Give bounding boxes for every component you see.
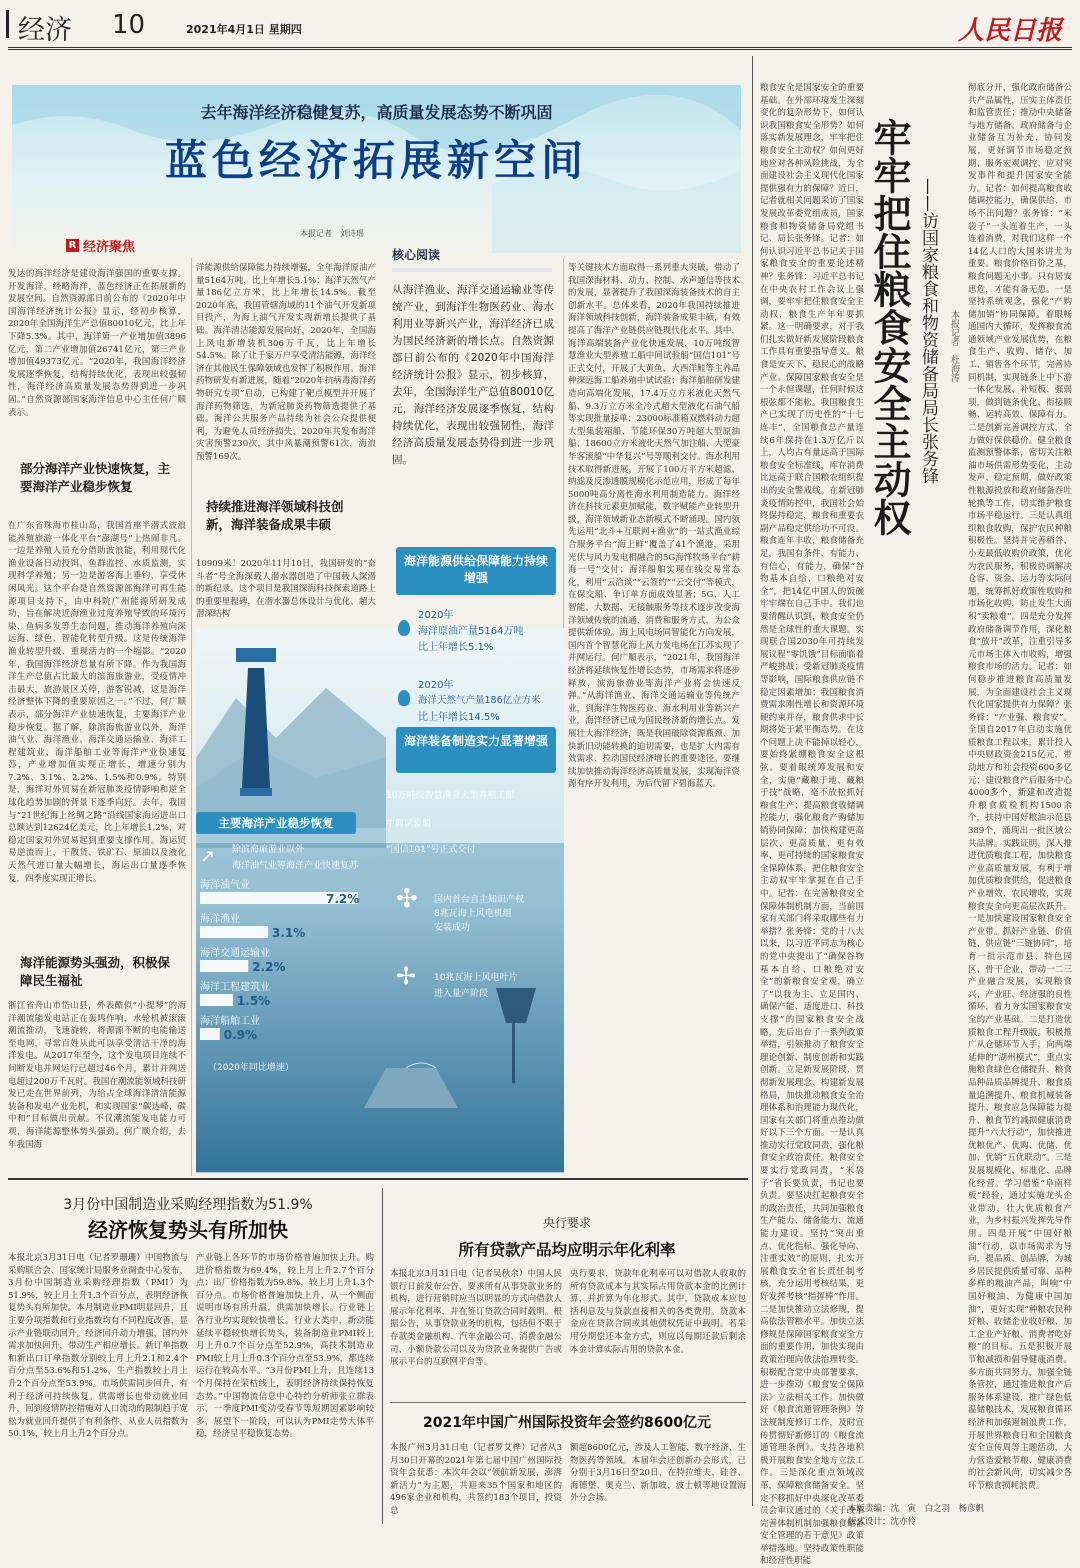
- recovery-title: 主要海洋产业稳步恢复: [218, 816, 334, 830]
- gz-text-2: 额超8600亿元，涉及人工智能、数字经济、生物医药等领域。本届年会还创新办会形式，已分别于3月16日至20日，在特拉维夫、硅谷、海德堡、奥克兰、新加坡、波士顿等地设置海外分会场。: [570, 1443, 746, 1504]
- blade-info: [380, 960, 560, 1010]
- bar-category-label: 海洋油气业: [200, 880, 250, 891]
- pmi-text-1: 本报北京3月31日电（记者罗珊珊）中国物流与采购联合会、国家统计局服务业调查中心发布，3月份中国制造业采购经理指数（PMI）为51.9%，较上月上升1.3个百分点，表明经济恢复势头有所加快。本月制造业PMI明显回升，且主要分项指数和行业指数均有不同程度改善，显示产业链联动回升。经济回升动力增强，国内外需求加快回升，带动生产相应增长。新订单指数和新出口订单指数分别较上月上升2.1和2.4个百分点至53.6%和51.2%，生产指数较上月上升2个百分点至53.9%。市场供需同步回升，有利于经济可持续恢复。供需增长也带动就业回升，回到疫情防控措施对人口流动的限制趋于宽松为就业回升提供了有利条件，从业人员指数为50.1%，较上月上升2个百分点。: [8, 1253, 188, 1440]
- column-rule-3: [563, 258, 564, 688]
- designer-credit: 版式设计：沈亦伶: [848, 1517, 917, 1527]
- pmi-kicker: 3月份中国制造业采购经理指数为51.9%: [63, 1197, 313, 1213]
- feature-byline: 本报记者 刘诗瑶: [300, 229, 364, 238]
- interview-byline-text: 本报记者 杜海涛: [949, 310, 959, 382]
- bar: [200, 960, 248, 972]
- bar-category-label: 海洋工程建筑业: [200, 982, 270, 993]
- oil-year: 2020年: [418, 610, 454, 621]
- bar: [200, 994, 233, 1006]
- column-tag-icon: R: [66, 239, 79, 252]
- gas-line-2: 比上年增长14.5%: [418, 712, 500, 723]
- wind-turbine-icon: ✣: [396, 884, 418, 914]
- column-rule-1: [191, 258, 192, 1176]
- masthead-rule-2: [8, 49, 1072, 50]
- blade-line-2: 进入量产阶段: [434, 989, 489, 999]
- bar-category-label: 海洋船舶工业: [200, 1016, 260, 1027]
- interview-headline-text: 牢牢把住粮食安全主动权: [867, 118, 911, 536]
- feature-headline: 蓝色经济拓展新空间: [164, 136, 588, 185]
- recovery-note-1: 除滨海旅游业以外: [232, 845, 305, 855]
- column-tag-label: 经济聚焦: [83, 240, 136, 255]
- bar-value-label: 3.1%: [272, 926, 306, 940]
- oil-drop-icon: [398, 620, 410, 636]
- gz-headline: 2021年中国广州国际投资年会签约8600亿元: [423, 1415, 711, 1431]
- gas-year: 2020年: [418, 680, 454, 691]
- energy-title-box: [396, 547, 556, 595]
- core-reading-title: 核心阅读: [392, 248, 441, 262]
- feature-body-4: 10909米！2020年11月10日，我国研发的“奋斗者”号全海深载人潜水器创造了中国载人深潜的新纪录。这个项目是我国深海科技探索道路上的重要里程碑，在潜水器总体设计与优化、超大潜深结构: [196, 559, 376, 620]
- wind-info: [380, 880, 560, 940]
- blade-line-1: 10兆瓦海上风电叶片: [434, 973, 518, 983]
- pmi-text-2: 产业链上各环节的市场价格普遍加快上升。购进价格指数为69.4%，较上月上升2.7个百分点；出厂价格指数为59.8%，较上月上升1.3个百分点。市场价格普遍加快上升，从一个侧面说明市场有所升温，供需加快增长。行业链上各行业均实现较快增长。行业大类中，新动能延续平稳较快增长势头，装备制造业PMI较上月上升0.7个百分点至52.9%，高技术制造业PMI较上月上升0.3个百分点至53.9%，都连续运行在较高水平。“3月份PMI上升，且连续13个月保持在荣枯线上，表明经济持续保持恢复态势。”中国物流信息中心特约分析师张立群表示，一季度PMI变动受春节等短期因素影响较多，展望下一阶段，可以认为PMI走势大体平稳，经济呈平稳恢复态势。: [196, 1253, 374, 1440]
- feature-body-1: 在广东省珠海市桂山岛，我国首座半潜式波浪能养殖旅游一体化平台“澎湖号”上热闹非凡。一边是养殖人员充分借助波浪能，利用现代化渔业设备日动投饵、鱼群监控、水质监测，实现科学养殖；另一边是游客海上垂钓，享受休闲风光。这个平台是自然资源部海洋可再生能源项目支持下，由中科院广州能源所研发成功，旨在解决近海渔业过度养殖导致的环境污染、鱼病多发等生态问题，推动海洋养殖向深远海、绿色、智能化转型升级。这是传统海洋渔业转型升级、重现活力的一个缩影。“2020年，我国海洋经济总量有所下降。作为我国海洋生产总值占比最大的滨海旅游业，受疫情冲击最大，旅游景区关停，游客锐减，这是海洋经济整体下降的重要原因之一。”不过，何广顺表示，部分海洋产业快速恢复，主要海洋产业稳步恢复。据了解，除滨海旅游业以外，海洋油气业、海洋渔业、海洋交通运输业、海洋工程建筑业、海洋船舶工业等海洋产业快速复苏，产业增加值实现正增长，增速分别为7.2%、3.1%、2.2%、1.5%和0.9%。特别是，海洋对外贸易在新冠肺炎疫情影响和逆全球化趋势加剧的背景下逐季向好。去年，我国与“21世纪海上丝绸之路”沿线国家海运进出口总额达到12624亿美元，比上年增长1.2%，对稳定国家对外贸易起到重要支撑作用。海运贸易逆流而上，干散货、铁矿石、原油以及液化天然气进口量大幅增长，海运出口量逐季恢复，四季度实现正增长。: [8, 521, 186, 884]
- issue-date: 2021年4月1日 星期四: [186, 23, 302, 36]
- column-tag: [66, 236, 135, 255]
- interview-col-1: 粮食安全是国家安全的重要基础。在外部环境发生深刻变化的复杂形势下，如何认识我国粮食安全形势？如何落实新发展理念，牢牢把住粮食安全主动权？如何更好地应对各种风险挑战，为全面建设社会主义现代化国家提供强有力的保障？近日，记者就相关问题采访了国家发展改革委党组成员，国家粮食和物资储备局党组书记、局长张务锋。记者：如何认识习近平总书记关于国家粮食安全的重要论述精神？张务锋：习近平总书记在中央农村工作会议上强调，要牢牢把住粮食安全主动权，粮食生产年年要抓紧。这一明确要求，对于我们扎实做好新发展阶段粮食工作具有重要指导意义。粮食是安天下、稳民心的战略产业。保障国家粮食安全是一个永恒课题，任何时候这根弦都不能松。我国粮食生产已实现了历史性的“十七连丰”，全国粮食总产量连续6年保持在1.3万亿斤以上，人均占有量远高于国际粮食安全标准线，库存消费比远高于联合国粮农组织提出的安全警戒线。在新冠肺炎疫情防控中，我国社会始终保持稳定，粮食和重要农副产品稳定供给功不可没。粮食连年丰收，粮食储备充足，我国有条件、有能力、有信心，有能力，确保“谷物基本自给、口粮绝对安全”，把14亿中国人的饭碗牢牢端在自己手中。我们也要清醒认识到，粮食安全仍然是全球性的重大课题。实现联合国2030年可持续发展议程“零饥饿”目标面临着严峻挑战；受新冠肺炎疫情等影响，国际粮食供应链不稳定因素增加；我国粮食消费需求刚性增长和资源环境硬约束并存，粮食供求中长期将处于紧平衡态势。在这个问题上决不能掉以轻心，要始终紧绷粮食安全这根弦。要着眼统筹发展和安全，实施“藏粮于地、藏粮于技”战略，毫不放松抓好粮食生产；提高粮食收储调控能力，强化粮食产购储加销协同保障；加快构建更高层次、更高质量、更有效率、更可持续的国家粮食安全保障体系，把住粮食安全主动权牢牢掌握在自己手中。记者：在完善粮食安全保障体制机制方面，当前国家有关部门将采取哪些有力举措？张务锋：党的十八大以来，以习近平同志为核心的党中央提出了“确保谷物基本自给、口粮绝对安全”的新粮食安全观，确立了“以我为主、立足国内、确保产能、适度进口、科技支撑”的国家粮食安全战略，先后出台了一系列政策举措，引领推动了粮食安全理论创新、制度创新和实践创新。立足新发展阶段、贯彻新发展理念、构建新发展格局，加快推动粮食安全治理体系和治理能力现代化，国家有关部门将重点推动做好以下三个方面。一是认真推动实行党政同责，强化粮食安全政治责任。粮食安全要实行党政同责，“米袋子”省长要负责，书记也要负责。要坚决扛起粮食安全的政治责任，共同加强粮食生产能力、储备能力、流通能力建设。坚持“突出重点、优化指标、强化导向、注重实效”的原则，扎实开展粮食安全省长责任制考核，充分运用考核结果，更好发挥考核“指挥棒”作用。二是加快推动立法修规，提高依法管粮水平。加快立法修规是保障国家粮食安全方面的重要作用，加快实现由政策治理向依法治理转变。积极配合党中央部署要求，进一步推动《粮食安全保障法》立法相关工作。加快做好《粮食流通管理条例》等法规制度修订工作，及时宣传贯彻好新修订的《粮食流通管理条例》。支持各地积极开展粮食安全地方立法工作。三是深化重点领域改革，保障粮食储备安全。坚定不移抓好中央深化改革委员会审议通过的《关于改革完善体制机制加强粮食储备安全管理的若干意见》政策举措落地。坚持政策性职能和经营性职能: [760, 83, 864, 1567]
- feature-body-2: 浙江省舟山市岱山县，外表酷似“小提琴”的海洋潮流能发电站正在轰鸣作响，水轮机被滚滚潮流推动，飞速旋转，将源源不断的电能输送至电网，寻常百姓从此可以享受清洁干净的海洋发电。从2017年至今，这个发电项目连续不间断发电并网运行已超过46个月，累计并网送电超过200万千瓦时。我国在潮流能领域科技研发已走在世界前列，为给占全球海洋清洁能源装备和发电产业先机，和实现国家“碳达峰、碳中和”目标做出贡献。不仅潮流能发电能力可观，海洋能源整体势头强劲。何广顺介绍，去年我国海: [8, 1001, 186, 1150]
- bottom-divider: [382, 1188, 383, 1524]
- equip-title-box: [396, 727, 556, 773]
- feature-bottom-rule: [8, 1178, 748, 1180]
- gas-flame-icon: [398, 690, 410, 706]
- oil-line-2: 比上年增长5.1%: [418, 642, 494, 653]
- masthead: [0, 0, 1080, 48]
- ship-info: [380, 780, 560, 860]
- interview-headline: [866, 118, 912, 558]
- bar-value-label: 0.9%: [223, 1028, 258, 1042]
- loan-headline: 所有贷款产品均应明示年化利率: [458, 1241, 676, 1259]
- ship-line-2: 中间试验船: [386, 819, 432, 829]
- oil-stat: [396, 598, 560, 660]
- core-reading-text: 从海洋渔业、海洋交通运输业等传统产业，到海洋生物医药业、海水利用业等新兴产业，海洋经济已成为国民经济新的增长点。自然资源部日前公布的《2020年中国海洋经济统计公报》显示，初步核算，去年，全国海洋生产总值80010亿元，海洋经济发展逐季恢复，结构持续优化，表现出较强韧性，海洋经济高质量发展态势得到进一步巩固。: [392, 284, 554, 466]
- bar-value-label: 1.5%: [236, 994, 271, 1008]
- feature-subhead-2: 海洋能源势头强劲，积极保障民生福祉: [20, 955, 171, 988]
- equip-title: 海洋装备制造实力显著增强: [404, 734, 549, 748]
- core-reading-box: [384, 242, 560, 522]
- loan-bottom-rule: [390, 1402, 746, 1403]
- masthead-bar: [6, 10, 9, 38]
- feature-kicker: 去年海洋经济稳健复苏，高质量发展态势不断巩固: [200, 103, 553, 122]
- recovery-trend-icon: ↗: [200, 846, 216, 867]
- feature-subhead-1: 部分海洋产业快速恢复，主要海洋产业稳步恢复: [20, 461, 171, 494]
- bar-category-label: 海洋渔业: [200, 914, 240, 925]
- bar: [200, 1028, 220, 1040]
- wind-line-1: 国内首台自主知识产权: [434, 895, 525, 905]
- editor-credit: 本版责编：沈 寅 白之羽 杨彦帆: [848, 1504, 985, 1514]
- wind-line-2: 8兆瓦海上风电机组: [434, 909, 512, 919]
- feature-intro: 发达的海洋经济是建设海洋强国的重要支撑。开发海洋，经略海洋，蓝色经济正在拓展新的发展空间。自然资源部日前公布的《2020年中国海洋经济统计公报》显示，经初步核算，2020年全国海洋生产总值80010亿元，比上年下降5.3%。其中，海洋第一产业增加值3896亿元，第二产业增加值26741亿元，第三产业增加值49373亿元。“2020年，我国海洋经济发展逐季恢复，结构持续优化，表现出较强韧性，海洋经济高质量发展态势得到进一步巩固。”自然资源部国家海洋信息中心主任何广顺表示。: [8, 269, 186, 418]
- feature-subhead-3: 持续推进海洋领域科技创新，海洋装备成果丰硕: [206, 499, 344, 532]
- bar-value-label: 7.2%: [326, 892, 360, 906]
- bar-category-label: 海洋交通运输业: [200, 948, 270, 959]
- pmi-headline: 经济恢复势头有所加快: [88, 1218, 288, 1242]
- interview-divider: [752, 56, 753, 1506]
- interview-byline: [948, 310, 966, 420]
- masthead-rule: [8, 47, 1072, 48]
- recovery-title-box: [196, 812, 356, 834]
- core-reading-rule: [392, 268, 552, 272]
- section-name: 经济: [18, 15, 72, 46]
- gas-line-1: 海洋天然气产量186亿立方米: [418, 695, 541, 706]
- loan-text-1: 本报北京3月31日电（记者吴秋余）中国人民银行日前发布公告，要求所有从事贷款业务的机构，进行营销时应当以明显的方式向借款人展示年化利率，并在签订贷款合同时载明。根据公告，从事贷款业务的机构，包括但不限于存款类金融机构、汽车金融公司、消费金融公司、小额贷款公司以及为贷款业务提供广告或展示平台的互联网平台等。: [390, 1269, 562, 1368]
- recovery-note-2: 海洋油气业等海洋产业快速复苏: [232, 861, 359, 871]
- interview-subtitle: [914, 178, 944, 518]
- bar-value-label: 2.2%: [252, 960, 286, 974]
- gz-text-1: 本报广州3月31日电（记者罗艾桦）记者从3月30日开幕的2021年第七届中国广州国际投资年会获悉：本次年会以“领航新发展，澎湃新活力”为主题，共迎来35个国家和地区的496家企业和机构，共签约183个项目，投资总: [390, 1443, 562, 1516]
- page-number: 10: [112, 10, 146, 40]
- bar: [200, 926, 268, 938]
- ship-line-1: 10万吨级智慧渔业大型养殖工船: [386, 791, 515, 801]
- loan-text-2: 央行要求，贷款年化利率可以对借款人收取的所有贷款成本与其实际占用贷款本金的比例计算，并折算为年化形式。其中，贷款成本应包括利息及与贷款直接相关的各类费用。贷款本金应在贷款合同或其他债权凭证中载明。若采用分期偿还本金方式，则应以每期还款后剩余本金计算实际占用的贷款本金。: [570, 1269, 746, 1355]
- wind-line-3: 安装成功: [434, 923, 471, 933]
- newspaper-logo: 人民日报: [958, 16, 1063, 46]
- energy-title: 海洋能源供给保障能力持续增强: [404, 554, 549, 585]
- feature-body-3: 洋能源供给保障能力持续增强，全年海洋原油产量5164万吨，比上年增长5.1%；海洋天然气产量186亿立方米，比上年增长14.5%。截至2020年底，我国管辖海域的11个油气开发新项目投产，为海上油气开发实现新增长提供了基础。海洋清洁能源发展向好，2020年，全国海上风电新增装机306万千瓦，比上年增长54.5%。除了让千家万户享受清洁能源，海洋经济在其他民生保障领域也发挥了积极作用。海洋药物研发有新进展，随着“2020年抗病毒海洋药物研究专项”启动，已构建了靶点模型并开展了海洋药物筛选，为新冠肺炎药物筛选提供了基础。海洋公共服务产品持续为社会公众提供便利，为避免人员经济损失，2020年共发布海洋灾害预警230次，其中风暴潮预警61次，海浪预警169次。: [196, 263, 377, 462]
- blade-icon: ✢: [396, 962, 417, 990]
- loan-kicker: 央行要求: [542, 1216, 591, 1230]
- feature-body-5: 等关键技术方面取得一系列重大突破，带动了我国深海材料、动力、控制、水声通信等技术的发展，显著提升了我国深海装备技术的自主创新水平。总体来看，2020年我国持续推进海洋领域科技创新，海洋装备成果丰硕，有效提高了海洋产业链供应链现代化水平。其中，海洋高端装备产业化快速发展，10万吨级智慧渔业大型养殖工船中间试验船“国信101”号正式交付，开展了大黄鱼、大西洋鲑等主养品种深远海工船养殖中试试验；海洋船舶研发建造向高端化发展，17.4万立方米液化天然气船、9.3万立方米全冷式超大型液化石油气船等实现批量接单；23000标准箱双燃料动力超大型集装箱船、节能环保30万吨超大型原油船、18600立方米液化天然气加注船、大型豪华客滚船“中华复兴”号等顺利交付。海水利用技术取得新进展，开展了100万平方米超滤、纳滤及反渗透膜规模化示范应用，形成了每年5000吨高分离性海水利用制造能力。海洋经济在科技元素更加赋能，数字赋能产业转型升级，海洋领域新业态新模式不断涌现。国内领先运用“北斗+互联网+渔业”的一站式渔业综合服务平台“海上鲜”覆盖了41个渔港，采用光伏与风力发电相融合的5G海洋牧场平台“耕海一号”交付；海洋船舶实现在线交易常态化，利用“云洽谈”“云签约”“云交付”等模式，在保交船、争订单方面成效显著；5G、人工智能、大数据、无接触服务等技术逐步改变海洋领域传统的流通、消费和服务方式，为公众提供新体验。海上风电场同智能化方向发展，国内首个智慧化海上风力发电场在江苏实现了并网运行。何广顺表示，“2021年，我国海洋经济将延续恢复性增长态势，市场需求将逐步释放，滨海旅游业等海洋产业将会快速反弹。”从海洋渔业、海洋交通运输业等传统产业，到海洋生物医药业、海水利用业等新兴产业，海洋经济已成为国民经济新的增长点。发展壮大海洋经济，既是我国破除资源瓶颈、加快新旧动能转换的迫切需要，也是扩大内需有效需求、拉动国民经济增长的重要途径。要继续加快推动海洋经济高质量发展，实现海洋资源有序开发利用，为后代留下碧海蓝天。: [568, 263, 740, 790]
- oil-line-1: 海洋原油产量5164万吨: [418, 626, 524, 637]
- ship-line-3: “国信101”号正式交付: [386, 845, 476, 855]
- recovery-bar-chart: [196, 876, 364, 1056]
- interview-subtitle-text: ——访国家粮食和物资储备局局长张务锋: [918, 178, 938, 484]
- interview-col-2: 彻底分开，强化政府储备公共产品属性，压实主体责任和监管责任；推动中央储备与地方储备、政府储备与企业储备互为补充、协同发展，更好调节市场稳定预期、服务宏观调控、应对突发事件和提升国家安全能力。记者：如何提高粮食收储调控能力，确保供给、市场不出问题？张务锋：“米袋子”一头连着生产，一头连着消费，对我们这样一个14亿人口的大国来讲尤为重要。粮食价格百价之基，粮食问题无小事。只有居安思危，才能有备无患。一是坚持系统观念，强化“产购储加销”协同保障。着眼畅通国内大循环，发挥粮食流通领域产业发展优势，在粮食生产、收购、储存、加工、销售各个环节，完善协同机制，实现链条上中下游一体化发展、补短板、强弱项，做到链条优化、衔接顺畅、运转高效、保障有力。二是创新完善调控方式，全力做好保供稳价。健全粮食监测预警体系，密切关注粮油市场供需形势变化，主动发声、稳定预期，做好政策性粮源投放和政府储备吞吐轮换等工作，切实维护粮食市场平稳运行。三是认真组织粮食收购，保护农民种粮积极性。坚持并完善稻谷、小麦最低收购价政策，优化为农民服务，积极协调解决仓容、资金、运力等实际问题，统筹抓好政策性收购和市场化收购，防止发生大面积“卖粮难”。四是充分发挥政府储备调节作用，深化粮食“放开”改革，注重引导多元市场主体入市收购，增强粮食市场的活力。记者：如何稳步推进粮食高质量发展，为全面建设社会主义现代化国家提供有力保障？张务锋：“产业强、粮食安”。全国自2017年启动实施优质粮食工程以来，累计投入中央财政资金215亿元，带动地方和社会投资600多亿元；建设粮食产后服务中心4000多个，新建和改造提升粮食质检机构1500余个，扶持中国好粮油示范县389个，涌现出一批区域公共品牌。实践证明，深入推进优质粮食工程，加快粮食产业高质量发展，有利于增加优质粮食供给，促进粮食产业增效、农民增收，实现粮食安全向更高层次跃升。一是加快建设国家粮食安全产业带。抓好产业链、价值链、供应链“三链协同”，培育一批示范市县、特色园区、骨干企业，带动一二三产业融合发展，实现粮食兴、产业旺、经济强的良性循环，着力夯实国家粮食安全的产业基础。二是打造优质粮食工程升级版。积极推广从仓储环节入手，向两端延伸的“湖州模式”，重点实施粮食绿色仓储提升、粮食品种品质品牌提升、粮食质量追溯提升、粮食机械装备提升、粮食应急保障能力提升、粮食节约减损健康消费提升“六大行动”，加快推进优粮优产、优购、优储、优加、优销“五优联动”。三是发展规模化、标准化、品牌化经营。学习借鉴“阜南样板”经验，通过实施龙头企业带动，壮大优质粮食产业，为乡村振兴发挥先导作用。四是开展“中国好粮油”行动，以市场需求为导向，提品质、创品牌，为城乡居民提供质量可靠、品种多样的粮油产品，叫响“中国好粮油、为健康中国加油”，更好实现“种粮农民种好粮、收储企业收好粮、加工企业产好粮、消费者吃好粮”的目标。五是积极开展节粮减损和倡导健康消费。多方面共同努力，加强全链条管控，通过推进粮食产后服务体系建设，推广绿色低温储粮技术，发展粮食循环经济和加强遏制浪费工作，开展世界粮食日和全国粮食安全宣传周等主题活动，大力营造爱粮节粮、健康消费的社会新风尚，切实减少各环节粮食损耗浪费。: [968, 83, 1072, 1491]
- gas-stat: [396, 668, 560, 730]
- chart-footnote: （2020年同比增速）: [208, 1063, 294, 1073]
